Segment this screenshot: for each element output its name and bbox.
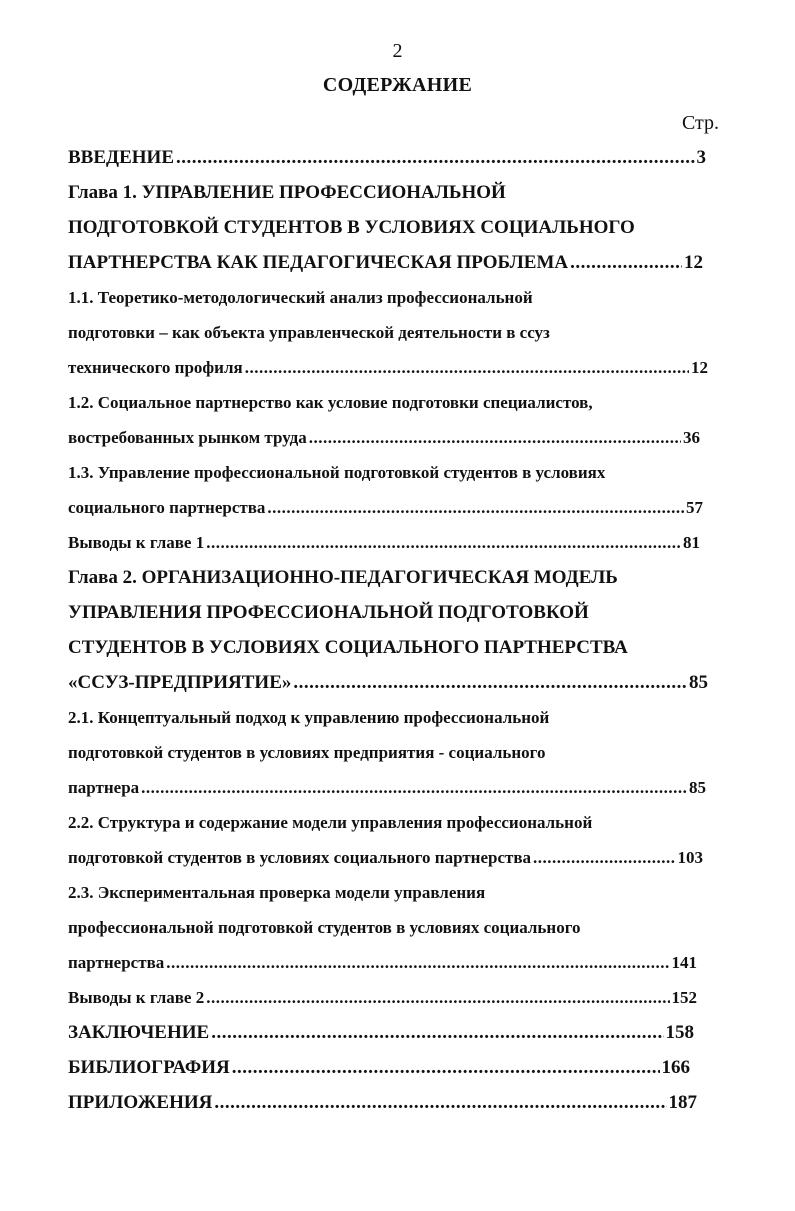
toc-page-number: 3: [696, 146, 706, 168]
toc-entry-text: ЗАКЛЮЧЕНИЕ: [68, 1021, 210, 1043]
toc-page-number: 36: [683, 427, 700, 447]
toc-entry-line: [68, 875, 718, 910]
toc-page-number: 85: [689, 671, 708, 693]
toc-entry-line: [68, 1085, 697, 1120]
toc-entry-text: партнерства: [68, 952, 165, 972]
toc-entry-line: [68, 245, 703, 280]
toc-entry-line: [68, 315, 718, 350]
toc-entry-line: [68, 700, 718, 735]
toc-page-number: 12: [684, 251, 703, 273]
toc-entry-text: подготовки – как объекта управленческой деятельности в ссуз: [68, 322, 550, 342]
toc-entry-text: 2.2. Структура и содержание модели управления профессиональной: [68, 812, 593, 832]
toc-entry-text: ПРИЛОЖЕНИЯ: [68, 1091, 213, 1113]
toc-page-number: 158: [665, 1021, 694, 1043]
toc-entry-line: [68, 525, 700, 560]
toc-entry-line: [68, 980, 697, 1015]
toc-entry-text: 1.1. Теоретико-методологический анализ профессиональной: [68, 287, 533, 307]
toc-leader-dots: [204, 988, 669, 1008]
toc-entry-text: Выводы к главе 1: [68, 532, 205, 552]
page-number: 2: [392, 40, 403, 62]
toc-page-number: 187: [668, 1091, 697, 1113]
toc-leader-dots: [164, 953, 669, 973]
toc-entry-line: [68, 560, 718, 595]
toc-entry-line: [68, 280, 718, 315]
toc-leader-dots: [230, 1057, 660, 1079]
toc-leader-dots: [209, 1022, 663, 1044]
toc-entry-line: [68, 385, 718, 420]
toc-entry-line: [68, 595, 718, 630]
toc-entry-line: [68, 210, 718, 245]
toc-entry-text: УПРАВЛЕНИЯ ПРОФЕССИОНАЛЬНОЙ ПОДГОТОВКОЙ: [68, 601, 589, 623]
toc-entry-text: 2.3. Экспериментальная проверка модели управления: [68, 882, 486, 902]
toc-page-number: 81: [683, 532, 700, 552]
toc-entry-line: [68, 945, 697, 980]
toc-page-number: 166: [661, 1056, 690, 1078]
toc-leader-dots: [139, 778, 687, 798]
toc-entry-line: [68, 1015, 694, 1050]
toc-leader-dots: [204, 533, 681, 553]
toc-entry-text: Глава 1. УПРАВЛЕНИЕ ПРОФЕССИОНАЛЬНОЙ: [68, 181, 506, 203]
toc-leader-dots: [568, 252, 682, 274]
toc-page-number: 85: [689, 777, 706, 797]
toc-leader-dots: [291, 672, 687, 694]
toc-leader-dots: [243, 358, 689, 378]
toc-entry-line: [68, 665, 708, 700]
page-title: СОДЕРЖАНИЕ: [322, 74, 473, 96]
toc-entry-text: подготовкой студентов в условиях предприятия - социального: [68, 742, 546, 762]
toc-entry-text: Глава 2. ОРГАНИЗАЦИОННО-ПЕДАГОГИЧЕСКАЯ МОДЕЛЬ: [68, 566, 618, 588]
toc-entry-line: [68, 805, 718, 840]
toc-leader-dots: [531, 848, 675, 868]
toc-leader-dots: [265, 498, 684, 518]
toc-entry-text: ВВЕДЕНИЕ: [68, 146, 174, 168]
toc-entry-line: [68, 140, 706, 175]
toc-entry-text: 1.3. Управление профессиональной подготовкой студентов в условиях: [68, 462, 606, 482]
page-column-label: Стр.: [681, 112, 719, 134]
toc-entry-text: СТУДЕНТОВ В УСЛОВИЯХ СОЦИАЛЬНОГО ПАРТНЕРСТВА: [68, 636, 628, 658]
toc-entry-text: Выводы к главе 2: [68, 987, 205, 1007]
toc-entry-text: ПОДГОТОВКОЙ СТУДЕНТОВ В УСЛОВИЯХ СОЦИАЛЬНОГО: [68, 216, 635, 238]
toc-entry-text: ПАРТНЕРСТВА КАК ПЕДАГОГИЧЕСКАЯ ПРОБЛЕМА: [68, 251, 569, 273]
toc-entry-line: [68, 420, 700, 455]
toc-entry-text: БИБЛИОГРАФИЯ: [68, 1056, 230, 1078]
toc-entry-line: [68, 840, 703, 875]
toc-leader-dots: [174, 147, 695, 169]
toc-entry-line: [68, 630, 718, 665]
toc-entry-text: партнера: [68, 777, 140, 797]
toc-entry-line: [68, 455, 718, 490]
table-of-contents: [68, 140, 718, 1120]
toc-entry-text: 2.1. Концептуальный подход к управлению профессиональной: [68, 707, 550, 727]
toc-entry-text: «ССУЗ-ПРЕДПРИЯТИЕ»: [68, 671, 292, 693]
toc-leader-dots: [307, 428, 681, 448]
toc-entry-line: [68, 910, 718, 945]
toc-entry-text: 1.2. Социальное партнерство как условие подготовки специалистов,: [68, 392, 593, 412]
toc-page-number: 152: [671, 987, 697, 1007]
toc-entry-text: профессиональной подготовкой студентов в условиях социального: [68, 917, 581, 937]
toc-entry-line: [68, 490, 703, 525]
toc-entry-line: [68, 770, 706, 805]
toc-page-number: 103: [677, 847, 703, 867]
toc-entry-line: [68, 175, 718, 210]
toc-page-number: 57: [686, 497, 703, 517]
toc-entry-line: [68, 350, 708, 385]
toc-leader-dots: [212, 1092, 666, 1114]
toc-entry-text: подготовкой студентов в условиях социального партнерства: [68, 847, 532, 867]
toc-page-number: 12: [691, 357, 708, 377]
toc-entry-text: социального партнерства: [68, 497, 266, 517]
toc-entry-line: [68, 735, 718, 770]
toc-entry-text: технического профиля: [68, 357, 243, 377]
toc-page-number: 141: [671, 952, 697, 972]
toc-entry-line: [68, 1050, 690, 1085]
toc-entry-text: востребованных рынком труда: [68, 427, 307, 447]
